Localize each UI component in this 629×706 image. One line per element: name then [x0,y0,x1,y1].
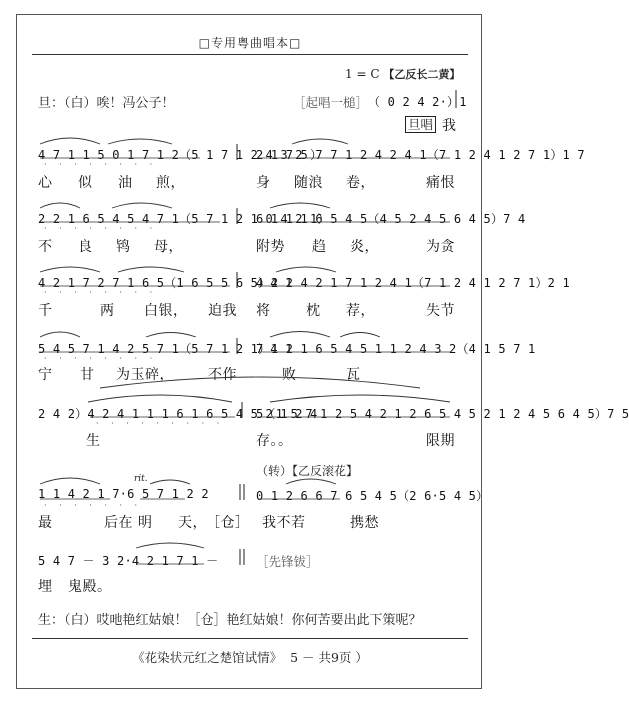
lyric-2-4: 母， [154,239,183,255]
speech-tag: （白） [64,613,97,628]
key-text: 1 = C [345,67,380,81]
octave-dots: · · · · · · · · [44,354,158,363]
lyric-4-4: 不作 [208,367,237,383]
slur [108,139,172,144]
octave-dots: · · · · · · · · [44,288,158,297]
boxed-label: 旦唱 [405,116,436,133]
notes-row-2-right: 6 1 1 1 6 5 4 5（4 5 2 4 5 6 4 5）7 4 [256,212,526,226]
slur [100,377,420,388]
notes-row-2-left: 2 2 1 6 5 4 5 4 7 1（5 7 1 2 1 0 4 2 1） [38,212,330,226]
rit-marking: rit. [134,474,148,484]
lyric-4-1: 宁 [38,367,53,383]
notes-row-7: 5 4 7 － 3 2·4 2 1 7 1 － [38,554,219,568]
lyric-1-4: 煎， [156,175,185,191]
lyric-7-2: 鬼殿。 [68,579,112,595]
lyric-7-1: 埋 [38,579,53,595]
tempo-change-label: （转）【乙反滚花】 [256,464,359,478]
lyric-4-2: 甘 [80,367,95,383]
lyric-6-5: 我不若 [262,515,306,531]
lyric-3-1: 千 [38,303,53,319]
lyric-1-8: 痛恨 [426,175,455,191]
speaker-label: 旦： [38,96,65,111]
mode-label: 【乙反长二黄】 [383,68,461,81]
lyric-4-3: 为玉碎， [116,367,174,383]
lyric-2-1: 不 [38,239,53,255]
lyric-3-2: 两 [100,303,115,319]
notes-row-3-right: 4 2 2 4 2 1 7 1 2 4 1（7 1 2 4 1 2 7 1）2 1 [256,276,570,290]
lyric-3-8: 失节 [426,303,455,319]
lyric-1-5: 身 [256,175,271,191]
lyric-2-7: 炎， [350,239,379,255]
lyric-6-4: ［仓］ [206,515,250,531]
notes-row-3-left: 4 2 1 7 2 7 1 6 5（1 6 5 5 6 5）4 1 [38,276,293,290]
lyric-3-5: 将 [256,303,271,319]
lyric-1-2: 似 [78,175,93,191]
lyric-2-8: 为贪 [426,239,455,255]
lyric-1-1: 心 [38,175,53,191]
slur [270,332,330,338]
lyric-2-5: 附势 [256,239,285,255]
notes-row-6-right: 0 1 2 6 6 7 6 5 4 5（2 6·5 4 5） [256,489,489,503]
lyric-3-7: 荐， [346,303,375,319]
speech-tag: （白） [64,96,97,111]
lyric-6-2: 后在 明 [104,515,153,531]
lyric-1-3: 油 [118,175,133,191]
notes-row-4-right: 7 1 2 1 6 5 4 5 1 1 2 4 3 2（4 1 5 7 1 [256,342,536,356]
octave-dots: · · · · · · · · [44,160,158,169]
slur [270,203,330,208]
slur [136,543,204,548]
lyric-2-3: 鸨 [116,239,131,255]
lyric-first-char: 我 [442,118,457,134]
octave-dots: · · · · · · · · · [96,419,225,428]
slur [40,478,100,484]
lyric-3-4: 迫我 [208,303,237,319]
cue-bracket-2: ［先锋钹］ [256,554,319,569]
notes-row-1-left: 4 7 1 1 5 0 1 7 1 2（5 1 7 1 2 4 3 2 ） [38,148,323,162]
octave-dots: · · · · · · · · [44,224,158,233]
notes-row-5-left: 2 4 2）4 2 4 1 1 1 6 1 6 5 4 5 2 1 2 4 [38,407,318,421]
slur [40,332,80,337]
page-header-title: □专用粤曲唱本□ [198,36,302,50]
notes-row-4-left: 5 4 5 7 1 4 2 5 7 1（5 7 1 2 1）4 1 [38,342,293,356]
footer-page-total: － 共9页 ） [302,650,368,665]
lyric-1-6: 随浪 [294,175,323,191]
lyric-3-3: 白银， [144,303,188,319]
slur [112,203,172,208]
speech-text: 哎吔艳红姑娘！［仓］艳红姑娘！你何苦要出此下策呢？ [96,613,422,628]
slur [118,267,184,272]
octave-dots: · · · · · · · [44,501,143,510]
lyric-1-7: 卷， [346,175,375,191]
lyric-5-1: 生 [86,433,101,449]
footer-work-title: 《花染状元红之楚馆试情》 [132,650,283,665]
lyric-3-6: 枕 [306,303,321,319]
lyric-6-3: 天， [178,515,207,531]
speaker-label: 生： [38,613,65,628]
lyric-6-1: 最 [38,515,53,531]
lyric-4-5: 败 [282,367,297,383]
lyric-2-2: 良 [78,239,93,255]
slur [286,479,336,484]
slur [40,267,100,272]
slur [292,139,348,144]
slur [146,333,196,338]
lyric-6-6: 携愁 [350,515,379,531]
slur [150,480,190,484]
slur [276,267,336,272]
slur [340,333,380,338]
slur [40,138,100,144]
notes-row-1-right: 2 1 7 5 7 7 1 2 4 2 4 1（7 1 2 4 1 2 7 1）1 7 [256,148,585,162]
lyric-5-2: 存。。 [256,433,293,449]
intro-notes: （ 0 2 4 2·）1 [368,95,467,109]
slur [88,395,232,402]
lyric-2-6: 趋 [312,239,327,255]
notes-row-6-left: 1 1 4 2 1 7·6 5 7 1 2 2 [38,487,209,501]
notes-row-5-right: 5（1 5 7 1 2 5 4 2 1 2 6 5 4 5 2 1 2 4 5 6 4 5）7 5 [256,407,629,421]
lyric-4-6: 瓦 [346,367,361,383]
footer-page-number: 5 [290,650,299,665]
lyric-5-3: 限期 [426,433,455,449]
cue-bracket-1: ［起唱一槌］ [293,95,369,110]
slur [270,395,450,402]
slur [40,203,80,208]
speech-text: 唉！冯公子！ [96,96,175,111]
